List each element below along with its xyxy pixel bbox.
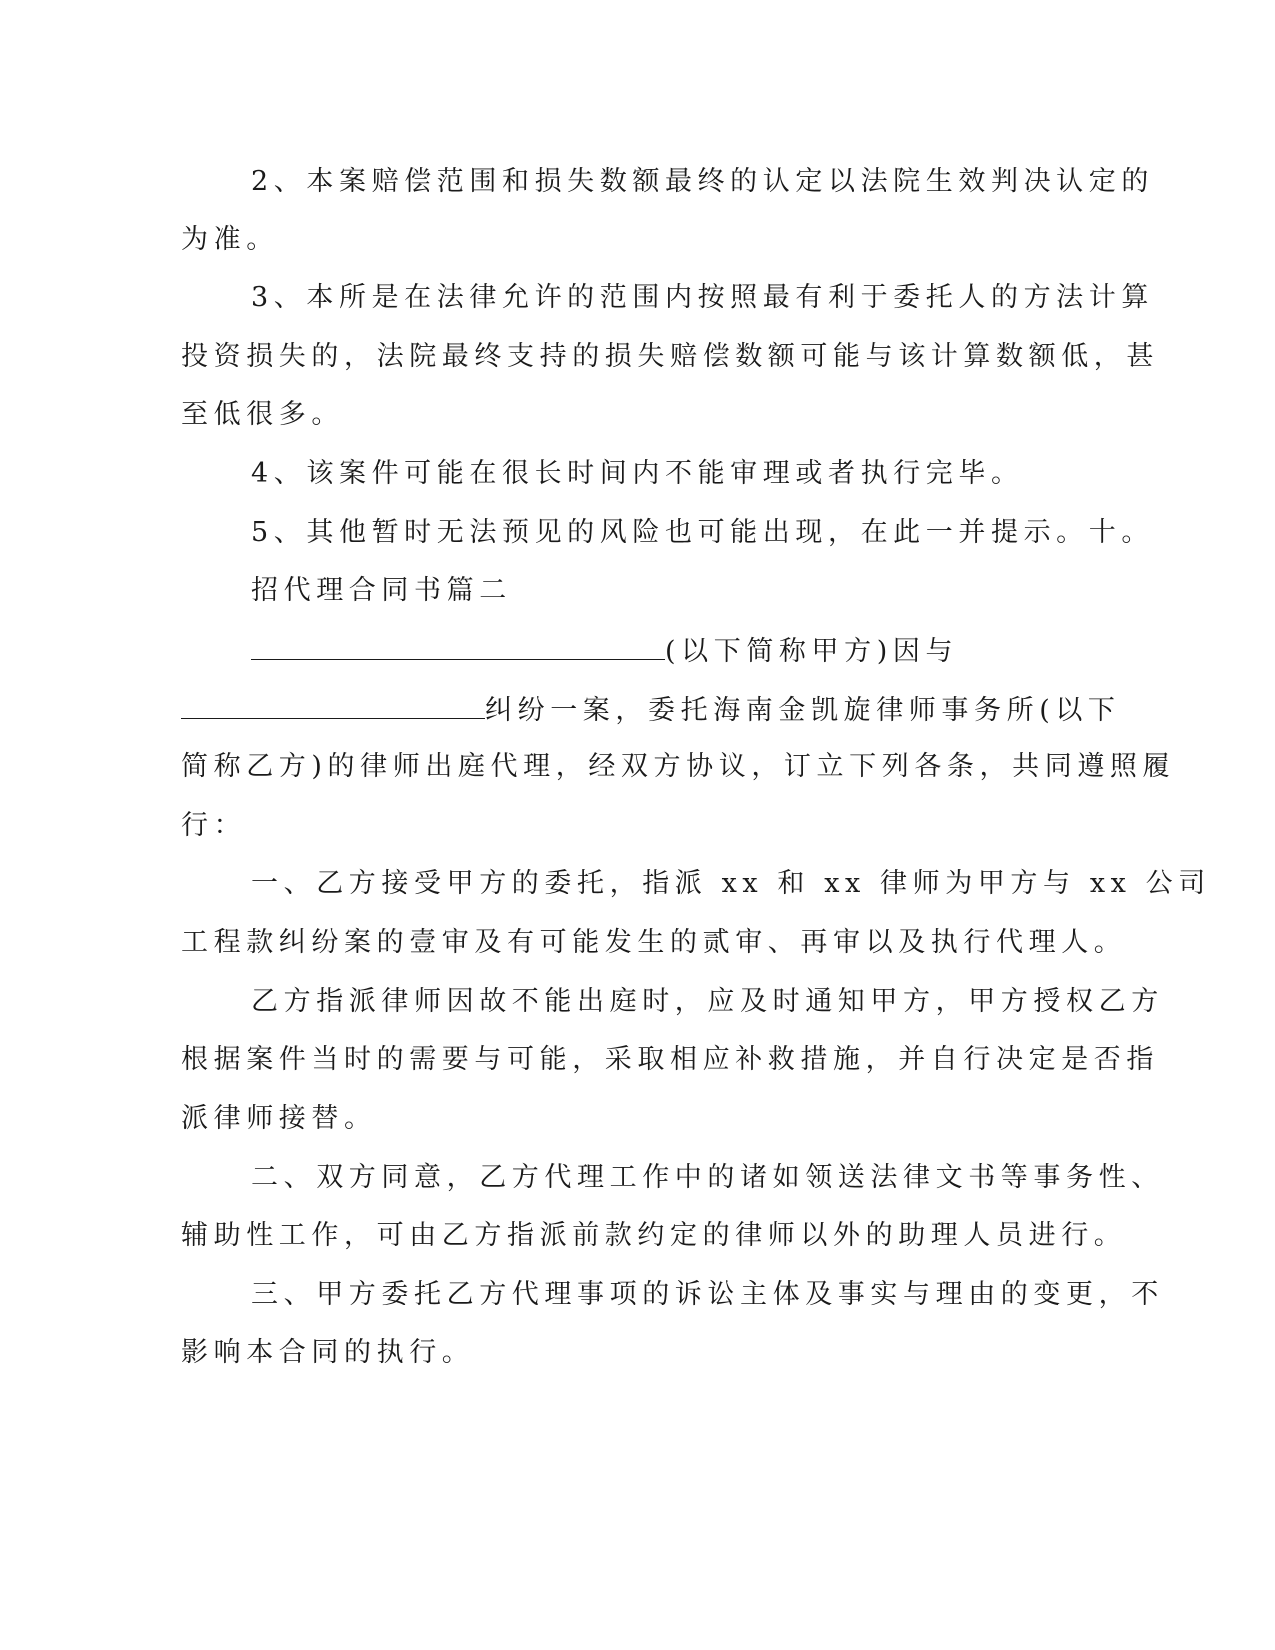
text-line: (以下简称甲方)因与 xyxy=(665,636,959,667)
text-line: 简称乙方)的律师出庭代理，经双方协议，订立下列各条，共同遵照履 xyxy=(181,751,1176,782)
dispute-line xyxy=(181,692,1121,728)
text-line: 2、本案赔偿范围和损失数额最终的认定以法院生效判决认定的 xyxy=(251,166,1154,197)
text-line: 影响本合同的执行。 xyxy=(181,1337,475,1368)
party-a-blank xyxy=(251,633,665,660)
text-line: 派律师接替。 xyxy=(181,1103,377,1134)
text-line: 至低很多。 xyxy=(181,399,344,430)
text-line: 一、乙方接受甲方的委托，指派 xx 和 xx 律师为甲方与 xx 公司 xyxy=(251,868,1211,899)
text-line: 根据案件当时的需要与可能，采取相应补救措施，并自行决定是否指 xyxy=(181,1044,1159,1075)
text-line: 纠纷一案，委托海南金凯旋律师事务所(以下 xyxy=(485,695,1121,726)
text-line: 行： xyxy=(181,810,247,841)
text-line: 三、甲方委托乙方代理事项的诉讼主体及事实与理由的变更，不 xyxy=(251,1279,1164,1310)
text-line: 二、双方同意，乙方代理工作中的诸如领送法律文书等事务性、 xyxy=(251,1162,1164,1193)
text-line: 3、本所是在法律允许的范围内按照最有利于委托人的方法计算 xyxy=(251,282,1154,313)
text-line: 乙方指派律师因故不能出庭时，应及时通知甲方，甲方授权乙方 xyxy=(251,986,1164,1017)
text-line: 投资损失的，法院最终支持的损失赔偿数额可能与该计算数额低，甚 xyxy=(181,341,1159,372)
text-line: 辅助性工作，可由乙方指派前款约定的律师以外的助理人员进行。 xyxy=(181,1220,1127,1251)
text-line: 工程款纠纷案的壹审及有可能发生的贰审、再审以及执行代理人。 xyxy=(181,927,1127,958)
text-line: 4、该案件可能在很长时间内不能审理或者执行完毕。 xyxy=(251,458,1024,489)
text-line: 为准。 xyxy=(181,224,279,255)
section-heading: 招代理合同书篇二 xyxy=(251,575,512,606)
text-line: 5、其他暂时无法预见的风险也可能出现，在此一并提示。十。 xyxy=(251,517,1154,548)
party-b-blank xyxy=(181,692,485,719)
party-a-line xyxy=(251,633,958,669)
